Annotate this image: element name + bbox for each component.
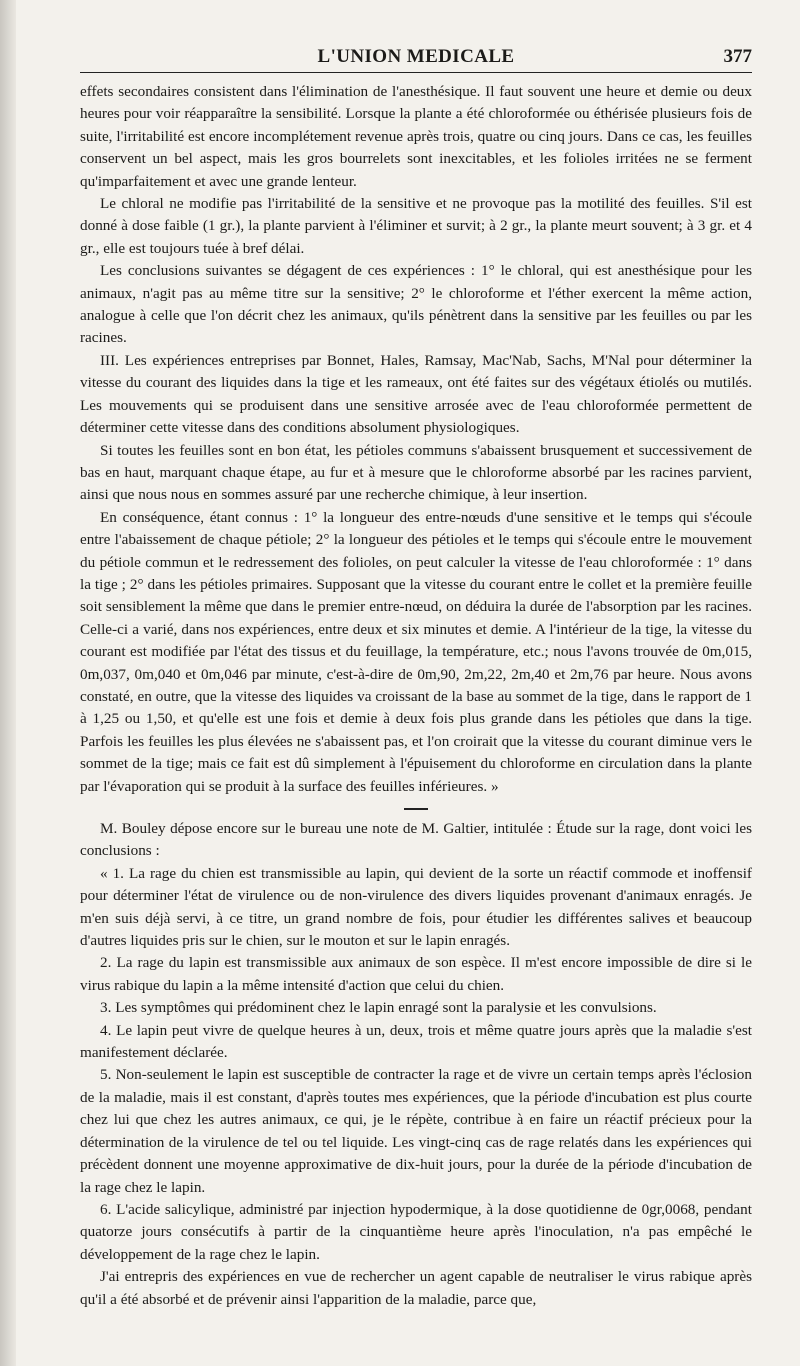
paragraph: 2. La rage du lapin est transmissible aux animaux de son espèce. Il m'est encore impossible de dire si le virus rabique du lapin a la même intensité d'action que celui du chien.	[80, 954, 752, 994]
paragraph: III. Les expériences entreprises par Bonnet, Hales, Ramsay, Mac'Nab, Sachs, M'Nal pour déterminer la vitesse du courant des liquides dans la tige et les rameaux, ont été faites sur des végétaux étiolés ou mutilés. Les mouvements qui se produisent dans une sensitive arrosée avec de l'eau chloroformée permettent de déterminer cette vitesse dans des conditions absolument physiologiques.	[80, 351, 752, 437]
paragraph: 5. Non-seulement le lapin est susceptible de contracter la rage et de vivre un certain temps après l'éclosion de la maladie, mais il est constant, d'après toutes mes expériences, que la période d'incubation est plus courte chez lui que chez les autres animaux, ce qui, je le répète, contribue à en faire un réactif précieux pour la détermination de la virulence de tel ou tel liquide. Les vingt-cinq cas de rage relatés dans les expériences qui précèdent donnent une moyenne approximative de dix-huit jours, pour la durée de la période d'incubation de la rage chez le lapin.	[80, 1066, 752, 1196]
running-title: L'UNION MEDICALE	[317, 46, 515, 67]
paragraph: 4. Le lapin peut vivre de quelque heures à un, deux, trois et même quatre jours après que la maladie s'est manifestement déclarée.	[80, 1021, 752, 1062]
section-divider	[404, 808, 428, 810]
paragraph: J'ai entrepris des expériences en vue de rechercher un agent capable de neutraliser le virus rabique après qu'il a été absorbé et de prévenir ainsi l'apparition de la maladie, parce que,	[80, 1268, 752, 1308]
paragraph: Le chloral ne modifie pas l'irritabilité de la sensitive et ne provoque pas la motilité des feuilles. S'il est donné à dose faible (1 gr.), la plante parvient à l'éliminer et survit; à 2 gr., la plante meurt souvent; à 3 gr. et 4 gr., elle est toujours tuée à bref délai.	[80, 195, 752, 257]
page-header	[80, 42, 752, 73]
paragraph: Si toutes les feuilles sont en bon état, les pétioles communs s'abaissent brusquement et successivement de bas en haut, marquant chaque étape, au fur et à mesure que le chloroforme absorbé par les racines parvient, ainsi que nous nous en sommes assuré par une recherche chimique, à leur insertion.	[80, 441, 752, 504]
page-number: 377	[723, 46, 752, 67]
paragraph: En conséquence, étant connus : 1° la longueur des entre-nœuds d'une sensitive et le temps qui s'écoule entre l'abaissement de chaque pétiole; 2° la longueur des pétioles et le temps qui s'écoule entre le mouvement du pétiole commun et le redressement des folioles, on peut calculer la vitesse de l'eau chloroformée : 1° dans la tige ; 2° dans les pétioles primaires. Supposant que la vitesse du courant entre le collet et la première feuille soit sensiblement la même que dans le premier entre-nœud, on déduira la durée de l'absorption par les racines. Celle-ci a varié, dans nos expériences, entre deux et six minutes et demie. A l'intérieur de la tige, la vitesse du courant est modifiée par l'état des tissus et du feuillage, la température, etc.; nous l'avons trouvée de 0m,015, 0m,037, 0m,040 et 0m,046 par minute, c'est-à-dire de 0m,90, 2m,22, 2m,40 et 2m,76 par heure. Nous avons constaté, en outre, que la vitesse des liquides va croissant de la base au sommet de la tige, dans le rapport de 1 à 1,25 ou 1,50, et qu'elle est une fois et demie à deux fois plus grande dans les pétioles que dans la tige. Parfois les feuilles les plus élevées ne s'abaissent pas, et l'on croirait que la vitesse du courant diminue vers le sommet de la tige; mais ce fait est dû simplement à l'épuisement du chloroforme en circulation dans la plante par l'évaporation qui se produit à la surface des feuilles inférieures. »	[80, 508, 752, 795]
paragraph: 6. L'acide salicylique, administré par injection hypodermique, à la dose quotidienne de 0gr,0068, pendant quatorze jours consécutifs à partir de la cinquantième heure après l'inoculation, n'a pas empêché le développement de la rage chez le lapin.	[80, 1200, 752, 1263]
paragraph: Les conclusions suivantes se dégagent de ces expériences : 1° le chloral, qui est anesthésique pour les animaux, n'agit pas au même titre sur la sensitive; 2° le chloroforme et l'éther exercent la même action, analogue à celle que l'on décrit chez les animaux, qu'ils pénètrent dans la sensitive par les feuilles ou par les racines.	[80, 262, 752, 347]
paragraph: M. Bouley dépose encore sur le bureau une note de M. Galtier, intitulée : Étude sur la rage, dont voici les conclusions :	[80, 820, 752, 860]
paragraph: « 1. La rage du chien est transmissible au lapin, qui devient de la sorte un réactif commode et inoffensif pour déterminer l'état de virulence ou de non-virulence des divers liquides provenant d'animaux enragés. Je m'en suis déjà servi, à ce titre, un grand nombre de fois, pour étudier les différentes salives et beaucoup d'autres liquides pris sur le chien, sur le mouton et sur le lapin enragés.	[80, 864, 752, 950]
paragraph: effets secondaires consistent dans l'élimination de l'anesthésique. Il faut souvent une heure et demie ou deux heures pour voir réapparaître la sensibilité. Lorsque la plante a été chloroformée ou éthérisée plusieurs fois de suite, l'irritabilité est encore incomplétement revenue après trois, quatre ou cinq jours. Dans ce cas, les feuilles conservent un bel aspect, mais les gros bourrelets sont inexcitables, et les folioles irritées ne se ferment qu'imparfaitement et avec une grande lenteur.	[80, 83, 752, 190]
paragraph: 3. Les symptômes qui prédominent chez le lapin enragé sont la paralysie et les convulsions.	[100, 999, 657, 1017]
article-body	[80, 81, 752, 1311]
